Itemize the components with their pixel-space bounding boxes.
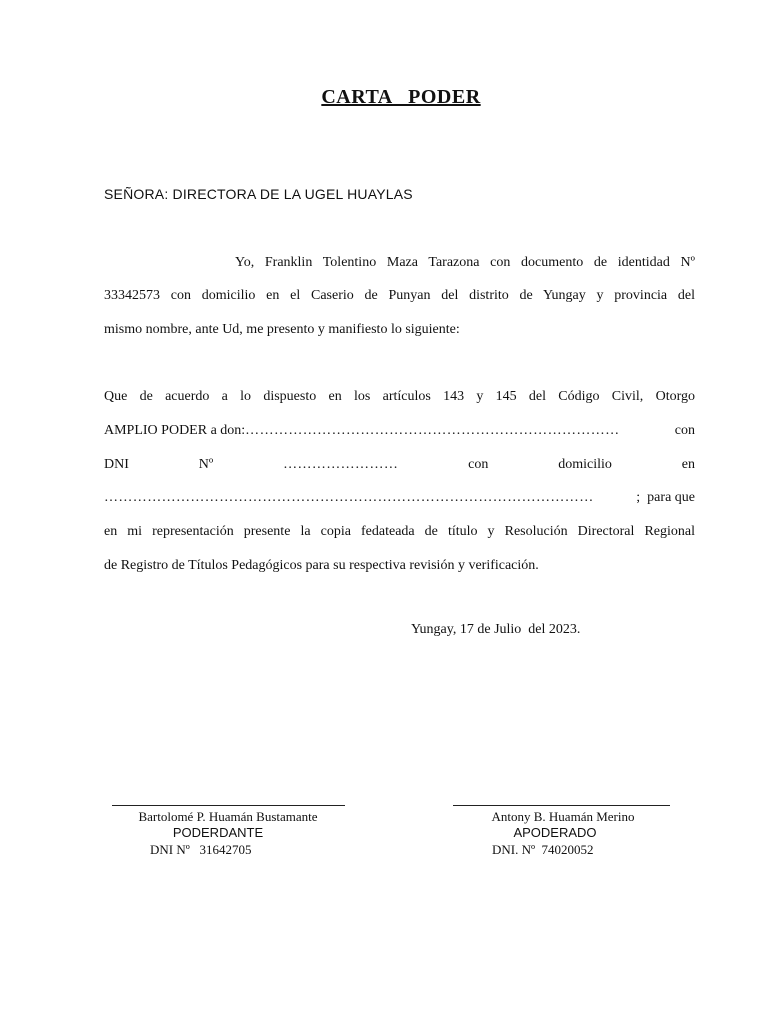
document-title: CARTA PODER	[321, 86, 481, 108]
paragraph2-line1: Que de acuerdo a lo dispuesto en los artículos 143 y 145 del Código Civil, Otorgo	[104, 389, 695, 404]
paragraph2-line6: de Registro de Títulos Pedagógicos para su respectiva revisión y verificación.	[104, 558, 539, 573]
left-signature-line	[112, 805, 345, 806]
address-blank-dots: …………………………………………………………………………………………	[104, 490, 594, 505]
poderdante-role: PODERDANTE	[172, 825, 264, 840]
number-sign: Nº	[198, 457, 214, 472]
apoderado-role: APODERADO	[513, 825, 597, 840]
con-label: con	[468, 457, 489, 472]
name-blank-dots: ……………………………………………………………………	[245, 423, 620, 438]
paragraph2-line5: en mi representación presente la copia fedateada de título y Resolución Directoral Regional	[104, 524, 695, 539]
apoderado-name: Antony B. Huamán Merino	[491, 809, 635, 824]
paragraph1-line3: mismo nombre, ante Ud, me presento y manifiesto lo siguiente:	[104, 322, 460, 337]
right-signature-line	[453, 805, 670, 806]
date-line: Yungay, 17 de Julio del 2023.	[411, 622, 581, 637]
paragraph2-line4	[104, 488, 695, 508]
para-que-text: ; para que	[636, 490, 695, 505]
paragraph1-line1: Yo, Franklin Tolentino Maza Tarazona con documento de identidad Nº	[235, 255, 695, 270]
poderdante-name: Bartolomé P. Huamán Bustamante	[138, 809, 318, 824]
apoderado-dni: DNI. Nº 74020052	[492, 842, 594, 857]
poderdante-dni: DNI Nº 31642705	[150, 842, 252, 857]
addressee-line: SEÑORA: DIRECTORA DE LA UGEL HUAYLAS	[104, 186, 413, 202]
paragraph2-line2	[104, 421, 695, 441]
dni-label: DNI	[104, 457, 129, 472]
paragraph2-line3	[104, 455, 695, 475]
con-text: con	[674, 423, 695, 438]
grant-power-text: AMPLIO PODER a don:	[104, 423, 246, 438]
en-label: en	[681, 457, 695, 472]
paragraph1-line2: 33342573 con domicilio en el Caserio de Punyan del distrito de Yungay y provincia del	[104, 288, 695, 303]
domicilio-label: domicilio	[558, 457, 612, 472]
dni-blank-dots: ……………………	[283, 457, 399, 472]
